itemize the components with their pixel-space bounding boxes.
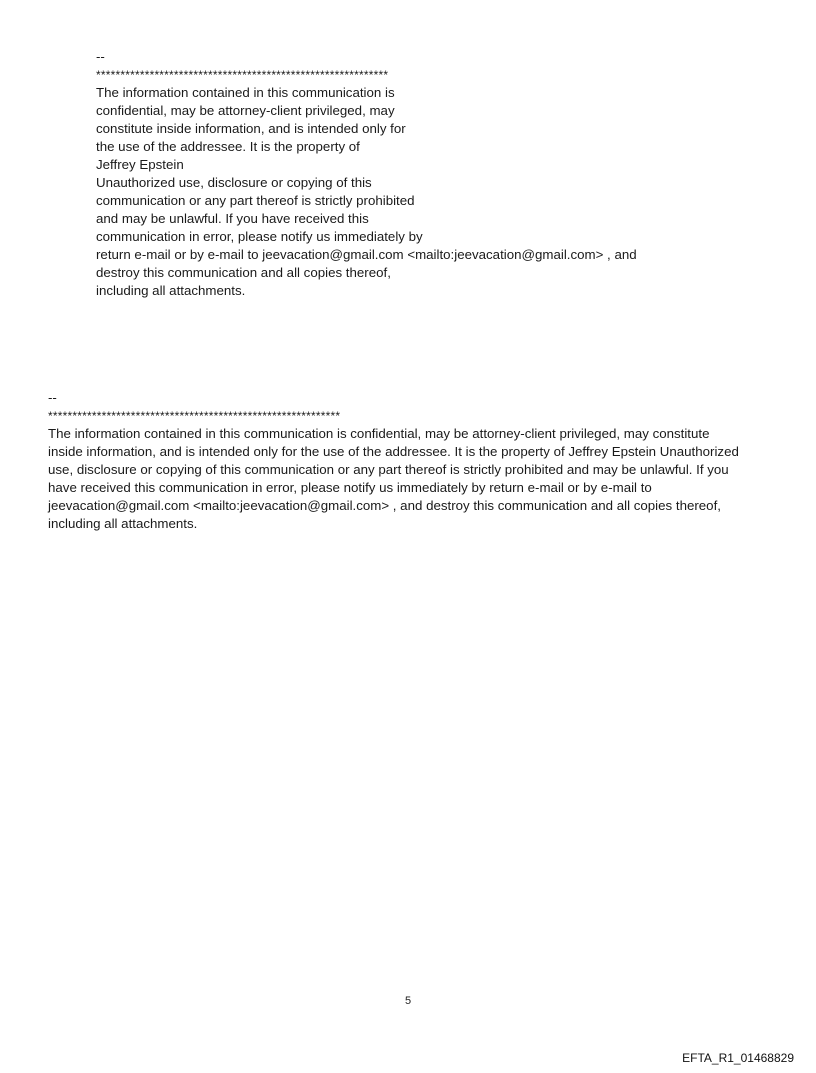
disclaimer-line: Unauthorized use, disclosure or copying of this <box>96 175 372 190</box>
disclaimer-line: communication in error, please notify us immediately by <box>96 229 423 244</box>
disclaimer-line: jeevacation@gmail.com <mailto:jeevacation@gmail.com> , and destroy this communication and all copies thereof, <box>48 498 721 513</box>
disclaimer-line: including all attachments. <box>48 516 198 531</box>
separator-stars: ************************************************************ <box>48 409 341 423</box>
page-number: 5 <box>404 995 412 1007</box>
disclaimer-line: and may be unlawful. If you have received this <box>96 211 369 226</box>
disclaimer-line: constitute inside information, and is intended only for <box>96 121 406 136</box>
disclaimer-line: The information contained in this communication is confidential, may be attorney-client privileged, may constitute <box>48 426 710 441</box>
disclaimer-line: inside information, and is intended only for the use of the addressee. It is the property of Jeffrey Epstein Unauthorized <box>48 444 739 459</box>
disclaimer-block-indented <box>96 48 637 300</box>
disclaimer-line: Jeffrey Epstein <box>96 157 184 172</box>
separator-stars: ************************************************************ <box>96 68 389 82</box>
disclaimer-line: the use of the addressee. It is the property of <box>96 139 360 154</box>
disclaimer-line: communication or any part thereof is strictly prohibited <box>96 193 415 208</box>
disclaimer-block-full <box>48 389 739 533</box>
separator-dashes: -- <box>48 390 57 405</box>
disclaimer-line: have received this communication in error, please notify us immediately by return e-mail or by e-mail to <box>48 480 652 495</box>
separator-dashes: -- <box>96 49 105 64</box>
disclaimer-line: The information contained in this communication is <box>96 85 395 100</box>
document-id: EFTA_R1_01468829 <box>682 1051 794 1065</box>
disclaimer-line: confidential, may be attorney-client privileged, may <box>96 103 395 118</box>
disclaimer-line: destroy this communication and all copies thereof, <box>96 265 391 280</box>
disclaimer-line: use, disclosure or copying of this communication or any part thereof is strictly prohibited and may be unlawful. If you <box>48 462 729 477</box>
disclaimer-line: including all attachments. <box>96 283 246 298</box>
disclaimer-line: return e-mail or by e-mail to jeevacation@gmail.com <mailto:jeevacation@gmail.com> , and <box>96 247 637 262</box>
